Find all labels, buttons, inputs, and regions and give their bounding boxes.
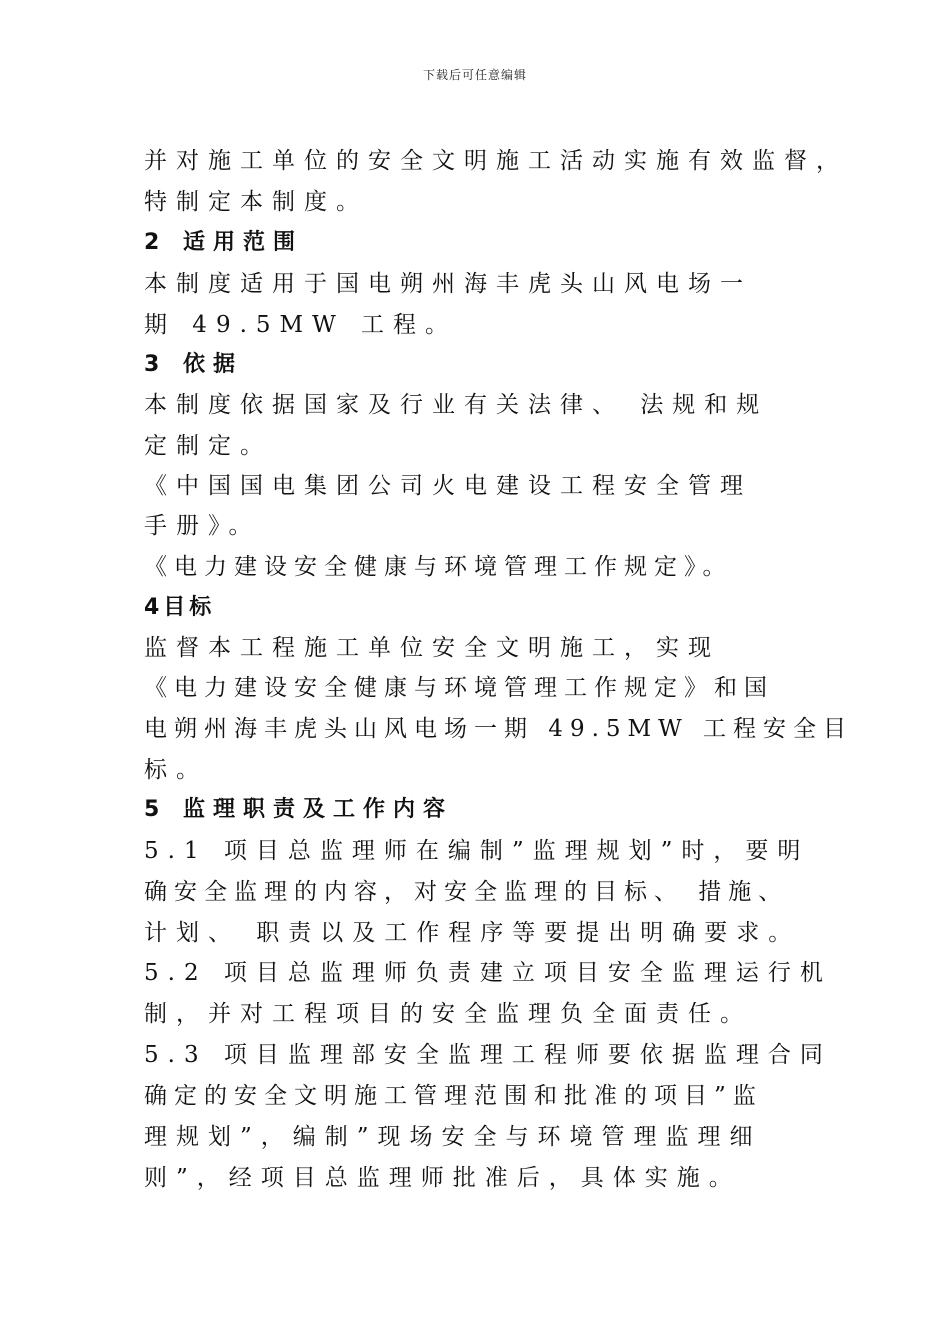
body-line: 监督本工程施工单位安全文明施工，实现 bbox=[144, 635, 720, 661]
section-heading-4: 4目标 bbox=[144, 595, 216, 620]
body-line: 理规划”，编制”现场安全与环境管理监理细 bbox=[144, 1124, 762, 1150]
body-line: 计划、 职责以及工作程序等要提出明确要求。 bbox=[144, 920, 801, 946]
body-line: 本制度适用于国电朔州海丰虎头山风电场一 bbox=[144, 271, 752, 297]
body-line: 5.1 项目总监理师在编制”监理规划”时，要明 bbox=[144, 838, 810, 864]
section-heading-3: 3 依据 bbox=[144, 352, 243, 377]
body-line: 标。 bbox=[144, 757, 208, 783]
body-line: 定制定。 bbox=[144, 433, 272, 459]
page-header: 下载后可任意编辑 bbox=[422, 68, 527, 82]
body-line: 期 49.5MW 工程。 bbox=[144, 312, 458, 338]
body-line: 确定的安全文明施工管理范围和批准的项目”监 bbox=[144, 1083, 763, 1109]
section-heading-2: 2 适用范围 bbox=[144, 230, 303, 255]
body-line: 《中国国电集团公司火电建设工程安全管理 bbox=[144, 473, 752, 499]
body-line: 手册》。 bbox=[144, 513, 261, 539]
body-line: 本制度依据国家及行业有关法律、 法规和规 bbox=[144, 392, 769, 418]
body-line: 并对施工单位的安全文明施工活动实施有效监督， bbox=[144, 148, 848, 174]
body-line: 制，并对工程项目的安全监理负全面责任。 bbox=[144, 1001, 752, 1027]
body-line: 电朔州海丰虎头山风电场一期 49.5MW 工程安全目 bbox=[144, 716, 854, 742]
body-line: 5.2 项目总监理师负责建立项目安全监理运行机 bbox=[144, 960, 832, 986]
body-line: 则”，经项目总监理师批准后，具体实施。 bbox=[144, 1165, 741, 1191]
body-line: 确安全监理的内容，对安全监理的目标、 措施、 bbox=[144, 879, 789, 905]
section-heading-5: 5 监理职责及工作内容 bbox=[144, 797, 453, 822]
body-line: 《电力建设安全健康与环境管理工作规定》和国 bbox=[144, 675, 774, 701]
body-line: 《电力建设安全健康与环境管理工作规定》。 bbox=[144, 554, 733, 580]
body-line: 特制定本制度。 bbox=[144, 189, 368, 215]
body-line: 5.3 项目监理部安全监理工程师要依据监理合同 bbox=[144, 1042, 832, 1068]
